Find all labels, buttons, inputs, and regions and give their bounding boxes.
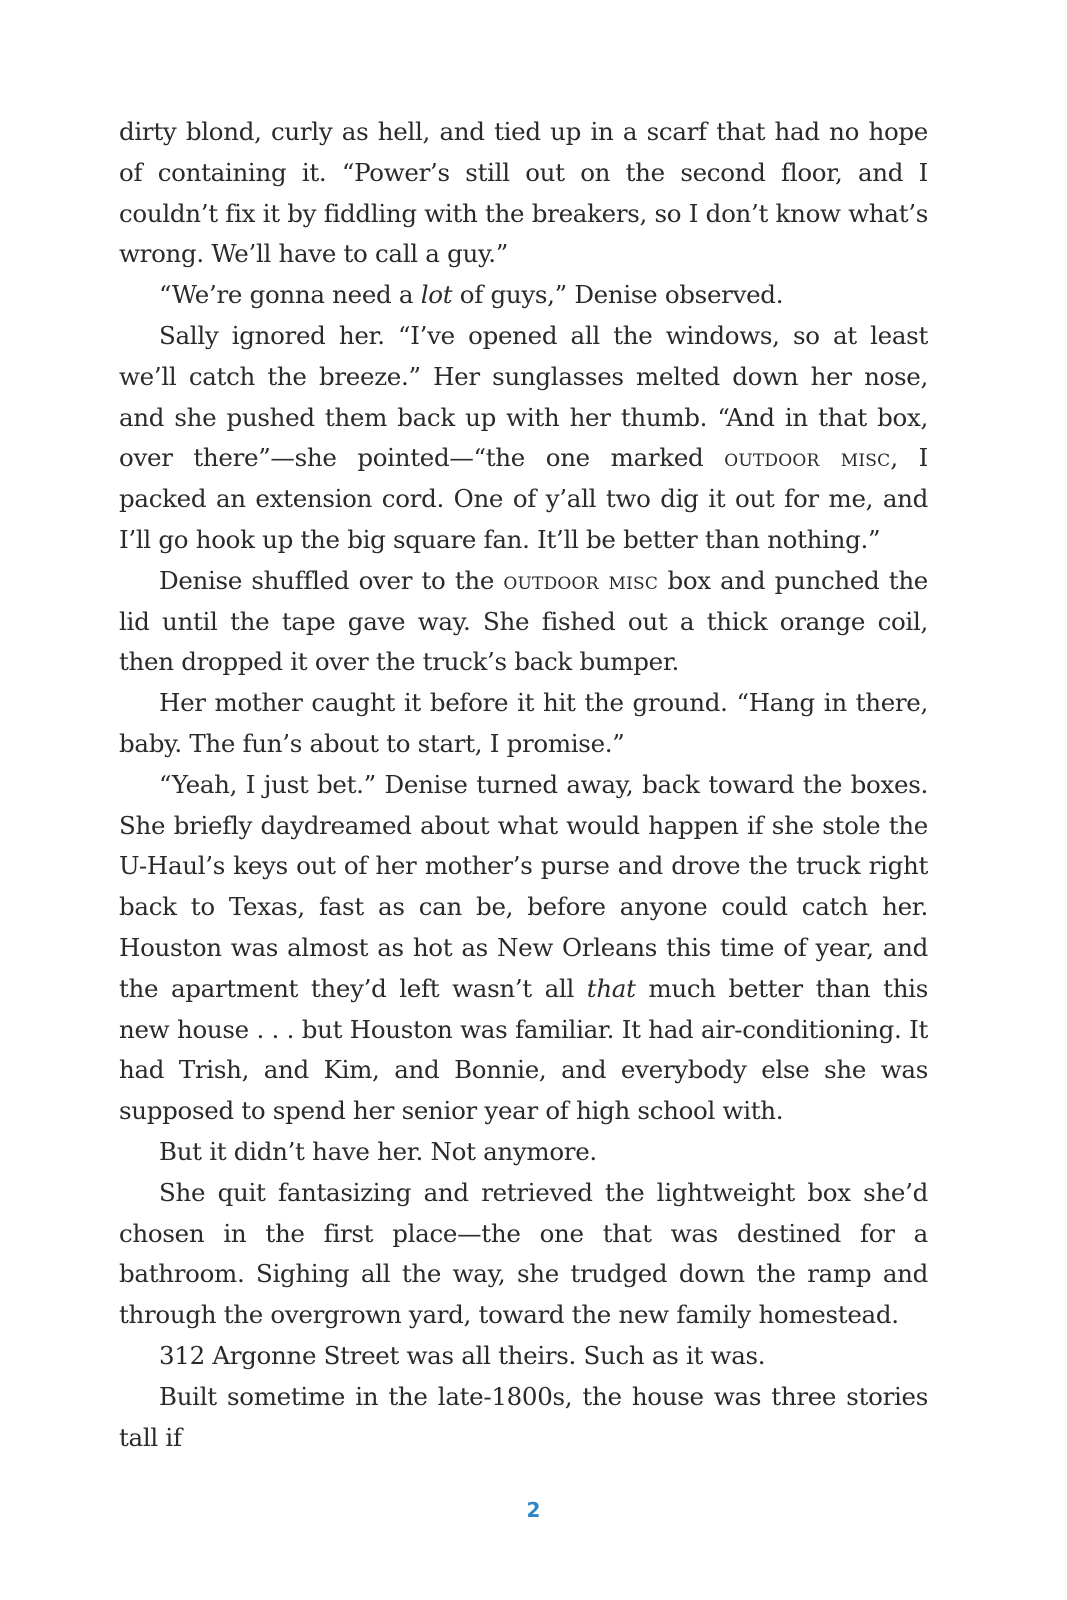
paragraph-8: She quit fantasizing and retrieved the lightweight box she’d chosen in the first place—the one that was destined for a bathroom. Sighing all the way, she trudged down the ramp and through the overgrown yard, toward the new family homestead. xyxy=(119,1177,928,1330)
emphasis-that: that xyxy=(586,973,636,1003)
box-label-outdoor-misc: outdoor misc xyxy=(724,443,891,473)
paragraph-2: “We’re gonna need a lot of guys,” Denise observed. xyxy=(159,280,784,310)
page-number: 2 xyxy=(526,1498,541,1522)
paragraph-1: dirty blond, curly as hell, and tied up in a scarf that had no hope of containing it. “Power’s still out on the second floor, and I couldn’t fix it by fiddling with the breakers, so I don’t know what’s wrong. We’ll have to call a guy.” xyxy=(119,117,928,269)
emphasis-lot: lot xyxy=(420,280,453,310)
paragraph-6: “Yeah, I just bet.” Denise turned away, back toward the boxes. She briefly daydreamed about what would happen if she stole the U-Haul’s keys out of her mother’s purse and drove the truck right back to Texas, fast as can be, before anyone could catch her. Houston was almost as hot as New Orleans this time of year, and the apartment they’d left wasn’t all that much better than this new house . . . but Houston was familiar. It had air-conditioning. It had Trish, and Kim, and Bonnie, and everybody else she was supposed to spend her senior year of high school with. xyxy=(119,769,928,1126)
paragraph-5: Her mother caught it before it hit the ground. “Hang in there, baby. The fun’s about to start, I promise.” xyxy=(119,688,928,758)
paragraph-4: Denise shuffled over to the outdoor misc box and punched the lid until the tape gave way. She fished out a thick orange coil, then dropped it over the truck’s back bumper. xyxy=(119,565,928,677)
body-text xyxy=(119,112,928,1458)
box-label-outdoor-misc: outdoor misc xyxy=(503,565,659,595)
paragraph-7: But it didn’t have her. Not anymore. xyxy=(159,1136,597,1166)
paragraph-3: Sally ignored her. “I’ve opened all the windows, so at least we’ll catch the breeze.” Her sunglasses melted down her nose, and she pushed them back up with her thumb. “And in that box, over there”—she pointed—“the one marked outdoor misc, I packed an extension cord. One of y’all two dig it out for me, and I’ll go hook up the big square fan. It’ll be better than nothing.” xyxy=(119,320,928,554)
paragraph-9: 312 Argonne Street was all theirs. Such as it was. xyxy=(159,1340,766,1370)
paragraph-10: Built sometime in the late-1800s, the house was three stories tall if xyxy=(119,1381,928,1452)
